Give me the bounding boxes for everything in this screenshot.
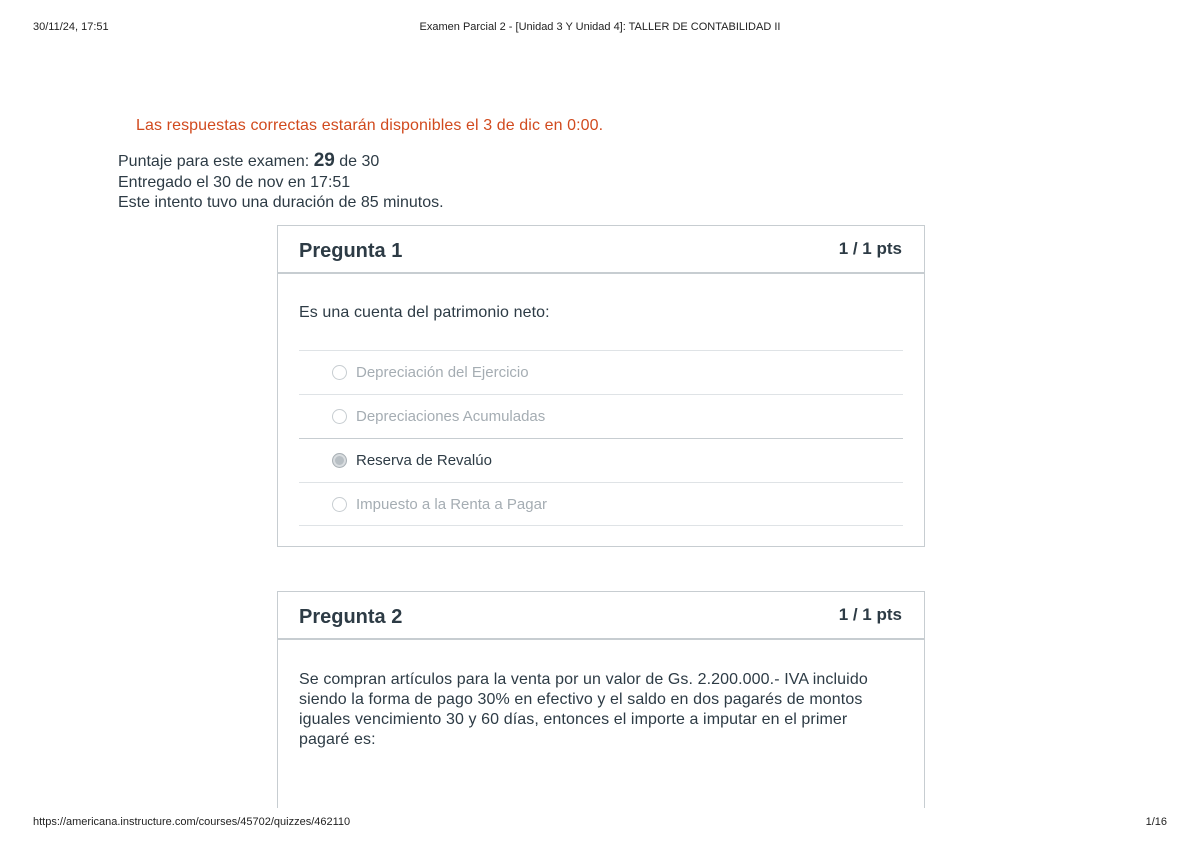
print-footer [0,816,1200,830]
answer-option[interactable] [299,394,903,438]
answer-label: Depreciaciones Acumuladas [356,408,546,425]
question-body [278,274,924,546]
score-value: 29 [313,150,335,171]
question-text-line: Se compran artículos para la venta por un valor de Gs. 2.200.000.- IVA incluido [299,671,868,688]
question-header [278,592,924,640]
question-title: Pregunta 1 [299,240,403,262]
question-header [278,226,924,274]
question-points: 1 / 1 pts [838,605,902,624]
answer-option[interactable] [299,350,903,394]
print-page-number: 1/16 [1145,816,1167,828]
radio-unselected-icon[interactable] [332,497,347,512]
question-1 [277,225,925,547]
radio-selected-icon[interactable] [332,453,347,468]
answer-label: Depreciación del Ejercicio [356,364,529,381]
quiz-summary [118,151,444,214]
radio-unselected-icon[interactable] [332,409,347,424]
answer-label: Reserva de Revalúo [356,452,492,469]
answer-label: Impuesto a la Renta a Pagar [356,496,547,513]
question-body [278,640,924,750]
score-total: de 30 [339,153,380,170]
question-text-line: pagaré es: [299,731,376,748]
correct-answers-notice: Las respuestas correctas estarán disponibles el 3 de dic en 0:00. [136,117,604,134]
answer-option[interactable] [299,482,903,526]
duration-line: Este intento tuvo una duración de 85 minutos. [118,194,444,211]
submitted-line: Entregado el 30 de nov en 17:51 [118,173,351,191]
score-label: Puntaje para este examen: [118,153,310,170]
radio-unselected-icon[interactable] [332,365,347,380]
question-text-line: siendo la forma de pago 30% en efectivo y el saldo en dos pagarés de montos [299,691,863,708]
question-text: Es una cuenta del patrimonio neto: [299,304,550,321]
answer-option-selected[interactable] [299,438,903,482]
print-url: https://americana.instructure.com/courses/45702/quizzes/462110 [33,816,351,828]
question-title: Pregunta 2 [299,606,403,628]
print-date: 30/11/24, 17:51 [33,21,109,33]
print-header [0,21,1200,35]
answer-list [299,350,903,526]
question-text [299,670,903,750]
question-text-line: iguales vencimiento 30 y 60 días, entonces el importe a imputar en el primer [299,711,848,728]
question-points: 1 / 1 pts [838,239,902,258]
print-title: Examen Parcial 2 - [Unidad 3 Y Unidad 4]: TALLER DE CONTABILIDAD II [419,21,781,33]
score-line [118,151,444,173]
question-2 [277,591,925,808]
